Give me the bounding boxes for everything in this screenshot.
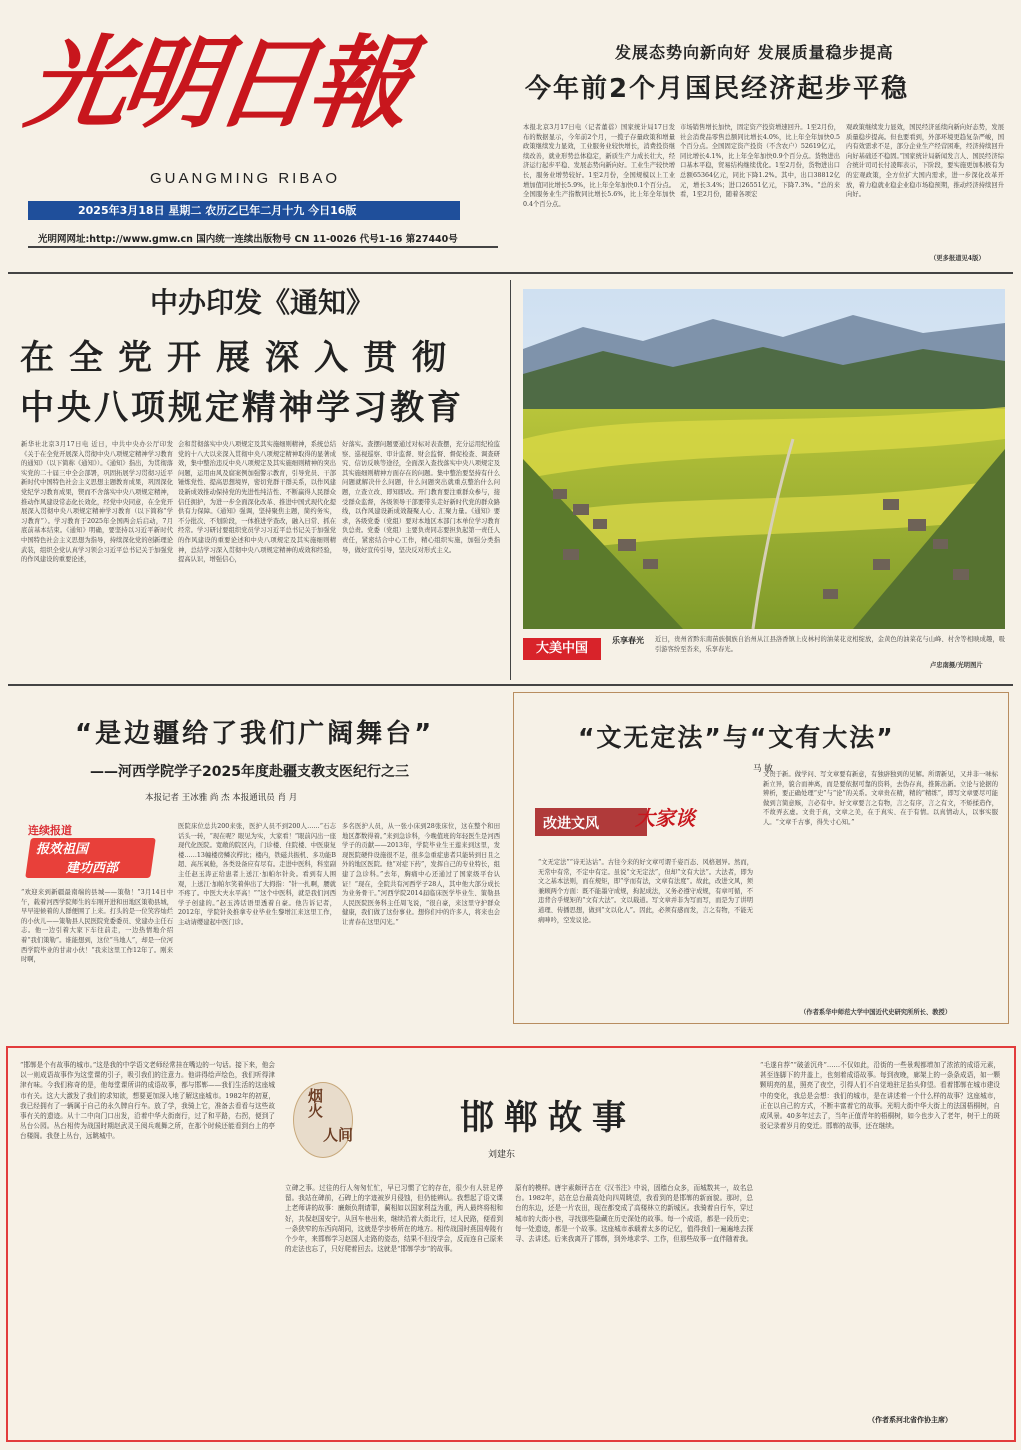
story2-col3: 多名医护人员，从一张小床到28张床位，这在整个和田地区都数得着。”来到急诊科，今晚值班的年轻医生是河西学子的贡献——2013年，学院毕业生王莲来到这里，发现医院硬件设施很不足，很多急重症患者只能转到日且之外的地区医院。他“对症下药”，发挥自己的专业特长，组建了急诊科。”去年，胸痛中心还通过了国家级平台认证！“现在，全院共有河西学子28人，其中他大部分成长为业务骨干。”河西学院2014届临床医学毕业生、策勒县人民医院医务科主任周飞说，“很自豪，来这里守护群众健康，我们做了这份事业。想你们中的许多人，将来也会让青春在这里闪光。” [342, 823, 500, 926]
lead-story-kicker: 中办印发《通知》 [150, 286, 375, 319]
lead-story-title-line1: 在全党开展深入贯彻 [20, 338, 461, 378]
story2-byline: 本报记者 王冰雅 尚 杰 本报通讯员 肖 月 [145, 793, 298, 803]
handan-col1: “邯郸是个有故事的城市。”这是我的中学语文老师经常挂在嘴边的一句话。接下来，他会以一则成语故事作为这堂课的引子，吸引我们的注意力。他讲得绘声绘色，我们听得津津有味。今我们称奇的是，他每堂课所讲的成语故事，都与邯郸——我们生活的这座城市有关。这大大激发了我们的求知欲，想要更加深入地了解这座城市。1982年的初夏，我已经拥有了一辆属于自己的永久牌自行车。放了学，我骑上它，准备去看看与这些故事有关的遗迹。从十二中向门口出发，沿着中华大街南行，过了和平路，右拐，便到了丛台公园。丛台相传为战国时期赵武灵王阅兵观舞之所，在那个时候还能看到台上的亭台楼阁。我登上丛台，远眺城中。 [20, 1061, 275, 1141]
story2-title: “是边疆给了我们广阔舞台” [75, 719, 435, 749]
handan-column-badge [285, 1072, 360, 1164]
essay-author-note: （作者系华中师范大学中国近代史研究所所长、教授） [800, 1009, 952, 1016]
story2-col1: “欢迎来到新疆最南端的县城——策勒！”3月14日中午，载着河西学院师生的车刚开进和田地区策勒县城，早早迎候着的人群便围了上来。打头的是一位笑容灿烂的小伙儿——策勒县人民医院党委委员、党建办主任石志。他一边引着大家下车往前走，一边热情地介绍着“我们策勒”。谁能想到，这位“当地人”，却是一位河西学院毕业的甘肃小伙！“我来这里工作12年了。刚来时啊， [21, 889, 173, 964]
top-story-title: 今年前2个月国民经济起步平稳 [525, 74, 910, 104]
essay-title: “文无定法”与“文有大法” [578, 723, 895, 752]
masthead-divider [28, 246, 498, 248]
lead-story-col3: 好落实。查摆问题要通过对标对表查摆，充分运用纪检监察、巡视巡察、审计监督、财会监督、督促检查、调查研究、信访反映等途径，全面深入查找落实中央八项规定及其实施细则精神方面存在的问题。集中整治要坚持有什么问题就解决什么问题，什么问题突出就重点整治什么问题，立查立改、即知即改。开门教育要注重群众参与，接受群众监督，各级领导干部要带头走好新时代党的群众路线，以作风建设新成效凝聚人心、汇聚力量。《通知》要求，各级党委（党组）要对本地区本部门本单位学习教育负总责。党委（党组）主要负责同志要担负起第一责任人责任，紧密结合中心工作，精心组织实施，加强分类指导，做好宣传引导，坚决反对形式主义。 [342, 441, 500, 554]
essay-column-badge [535, 802, 705, 850]
handan-col3: 原有的模样。唐宇素颇评古在《汉书注》中说，固穑台众多，而城数其一，故名总台。1982年，站在总台最高处向四周眺望，我看到的是邯郸的新面貌。那时，总台的东边，还是一片农田，现在都变成了高楼林立的新城区。我骑着自行车，穿过城市的大街小巷，寻找那些隐藏在历史深处的故事。每一个成语，都是一段历史；每一处遗迹，都是一个故事。这座城市承载着太多的记忆，值得我们一遍遍地去探寻、去讲述。后来我离开了邯郸，到外地求学、工作，但那些故事一直伴随着我。 [515, 1184, 753, 1244]
top-story-col1: 本报北京3月17日电（记者董蓓）国家统计局17日发布的数据显示，今年前2个月，一揽子存量政策和增量政策继续发力显效，工业服务业较快增长，消费投资继续改善，就业形势总体稳定，新质生产力成长壮大，经济运行起步平稳、发展态势向新向好。工业生产较快增长，服务业增势较好。1至2月份，全国规模以上工业增加值同比增长5.9%，比上年全年加快0.1个百分点。全国服务业生产指数同比增长5.6%，比上年全年加快0.4个百分点。 [523, 124, 675, 208]
essay-badge-script: 大家谈 [635, 806, 695, 830]
newspaper-pinyin: GUANGMING RIBAO [150, 170, 341, 187]
handan-col4: “毛遂自荐”“破釜沉舟”……不仅如此，沿街的一些景观都增加了浓浓的成语元素，甚至连脚下的井盖上，也刻着成语故事。每到夜晚，廊架上的一条条成语，如一颗颗明亮的星，照亮了夜空，引得人们不自觉地驻足抬头仰望。看着邯郸在城市建设中的变化，我总是会想：我们的城市，是在讲述着一个什么样的故事？这座城市，正在以自己的方式，不断丰富着它的故事。光明大街中华大街上的法国梧桐树，自成风景。40多年过去了，当年正值青年的梧桐树，如今也步入了老年，树干上的斑驳记录着岁月的变迁。邯郸的故事，还在继续。 [760, 1061, 1000, 1131]
handan-story-author: 刘建东 [488, 1150, 516, 1160]
top-story-col3: 观政策继续发力显效，国民经济延续向新向好态势，发展质量稳步提高。但也要看到，外部环境更趋复杂严峻，国内有效需求不足，部分企业生产经营困难，经济持续回升向好基础还不稳固。”国家统计局新闻发言人、国民经济综合统计司司长付凌晖表示，下阶段，要实施更加积极有为的宏观政策，全方位扩大国内需求，进一步深化改革开放，着力稳就业稳企业稳市场稳预期，推动经济持续回升向好。 [846, 124, 1004, 199]
top-story-more-note: （更多报道见4版） [930, 255, 985, 262]
essay-author: 马 敏 [753, 764, 773, 774]
handan-author-note: （作者系河北省作协主席） [868, 1415, 952, 1424]
series-badge-label: 连续报道 [28, 824, 72, 837]
series-badge-main1: 报效祖国 [36, 842, 89, 857]
top-story-subtitle: 发展态势向新向好 发展质量稳步提高 [615, 43, 894, 62]
photo-caption: 近日，贵州省黔东南苗族侗族自治州从江县洛香镇上皮林村的油菜花竞相绽放，金黄色的油菜花与山峰、村舍等相映成趣，吸引游客纷至沓来，乐享春光。 [655, 636, 1005, 653]
story2-col2: 医院床位总共200来张，医护人员不到200人……“石志话头一转，“现在呢？眼见为实，大家看！”眼前闪出一座现代化医院。宽敞的院区内，门诊楼、住院楼、中医康复楼……13幢楼房鳞次栉比；楼内，铁磁共振机、多功能B超、高压氧舱，各类设备应有尽有。走进中医科，科室副主任赵玉涛正给患者上送江·加帕尔针灸。看到有人围观，上送江·加帕尔笑着伸出了大拇指：“针一扎啊，腰就不疼了。中医大夫水平高！”“这个中医科，就是我们河西学子创建的。”赵玉涛话语里透着自豪。他告诉记者，2012年，学院针灸推拿专业毕业生黎增江来这里工作，主动请缨建起中医门诊。 [178, 823, 336, 926]
landscape-illustration [523, 289, 1005, 629]
story2-subtitle: ——河西学院学子2025年度赴疆支教支医纪行之三 [90, 764, 409, 780]
handan-badge-bottom: 人间 [323, 1126, 354, 1144]
handan-badge-top: 烟火 [306, 1088, 324, 1118]
lead-story-col2: 会和贯彻落实中央八项规定及其实施细则精神，系统总结党的十八大以来深入贯彻中央八项规定精神取得的显著成效，集中整治违反中央八项规定及其实施细则精神的突出问题，运用由风及腐案例加强警示教育，引导党员、干部锤炼党性、提高思想境界，密切党群干群关系，以作风建设新成效推动保持党的先进性纯洁性、不断赢得人民群众信任拥护，为进一步全面深化改革、推进中国式现代化提供有力保障。《通知》强调，坚持聚焦主题，简约务实，不分批次、不划阶段，一体推进学查改，融入日常、抓在经常。学习研讨要组织党员学习习近平总书记关于加强党的作风建设的重要论述和中央八项规定及其实施细则精神，总结学习深入贯彻中央八项规定精神的成效和经验，提高认识，增强信心， [178, 441, 336, 564]
lead-story-title-line2: 中央八项规定精神学习教育 [20, 388, 464, 428]
handan-col2: 立碑之事。过往的行人匆匆忙忙，早已习惯了它的存在，很少有人驻足停留。我站在碑前，石碑上的字迹被岁月侵蚀，但仍能辨认。我想起了语文课上老师讲的故事：廉颇负荆请罪，蔺相如以国家利益为重，两人最终将相和好，共保赵国安宁。从回车巷出来，继续沿着大街北行，过人民路，便看到一条狭窄的东西向胡同，这就是学步桥所在的地方。相传战国时燕国寿陵有个少年，来邯郸学习赵国人走路的姿态，结果不但没学会，反而连自己原来的走法也忘了，只好爬着回去。这就是“邯郸学步”的故事。 [285, 1184, 503, 1254]
photo-column-tag: 大美中国 [523, 638, 601, 660]
essay-col1: “文无定法”“诗无达诂”。古往今来的好文章可谓千姿百态、风格迥异。然而，无常中有常，不定中有定。虽说“文无定法”，但却“文有大法”。大法者，即为文之基本法则，而在规矩，即“学而有法，文章有法度”。故此，改进文风，须兼顾两个方面：既不能墨守成规，拘泥成法，又务必遵守成规，有章可循，不违背合乎规矩的“文有大法”。文以载道。写文章并非为写而写，而是为了讲明道理、传播思想，做到“文以化人”。因此，必须有感而发，言之有物，不能无病呻吟，空发议论。 [538, 859, 753, 924]
section-divider-mid [8, 684, 1013, 686]
essay-col2: 文贵于新。做学问、写文章要有新意，有独辟独到的见解。所谓新见，又并非一味标新立异，貌合而神离，而是要依据可靠的资料，去伪存真，推陈出新。立论与论据的辨析，要正确处理“史”与“论”的关系。文章贵在精，精的“精练”，即写文章要尽可能做到言简意赅，言必有中。好文章要言之有物，言之有序，言之有文，不矫揉造作，不故弄玄虚。文贵于真，文章之美，在于真实、在于有情。以真情动人，以事实服人。“文章千古事，得失寸心知。” [763, 771, 998, 826]
handan-story-title: 邯郸故事 [460, 1098, 636, 1138]
lead-story-col1: 新华社北京3月17日电 近日，中共中央办公厅印发《关于在全党开展深入贯彻中央八项规定精神学习教育的通知》（以下简称《通知》）。《通知》指出，为贯彻落实党的二十届三中全会部署，巩固拓展学习贯彻习近平新时代中国特色社会主义思想主题教育成果，巩固深化党纪学习教育成果，锲而不舍落实中央八项规定精神，推动作风建设常态化长效化，经党中央同意，在全党开展深入贯彻中央八项规定精神学习教育（以下简称“学习教育”）。学习教育于2025年全国两会后启动，7月底前基本结束。《通知》明确，要坚持以习近平新时代中国特色社会主义思想为指导，持续深化党的创新理论武装，组织全党认真学习领会习近平总书记关于加强党的作风建设的重要论述， [21, 441, 173, 564]
top-story-col2: 市场销售增长加快，固定资产投资增速回升。1至2月份，社会消费品零售总额同比增长4.0%，比上年全年加快0.5个百分点。全国固定资产投资（不含农户）52619亿元，同比增长4.1%，比上年全年加快0.9个百分点。货物进出口基本平稳，贸易结构继续优化。1至2月份，货物进出口总额65364亿元，同比下降1.2%。其中，出口38812亿元，增长3.4%；进口26551亿元，下降7.3%。“总的来看，1至2月份，随着各项宏 [680, 124, 840, 199]
photo-credit: 卢忠南摄/光明图片 [930, 662, 983, 669]
column-divider [510, 280, 511, 680]
photo-caption-title: 乐享春光 [612, 635, 644, 645]
landscape-photo [523, 289, 1005, 629]
publication-info: 光明网网址:http://www.gmw.cn 国内统一连续出版物号 CN 11-0026 代号1-16 第27440号 [38, 234, 458, 245]
section-divider-top [8, 272, 1013, 274]
newspaper-logo: 光明日報 [19, 24, 413, 142]
date-bar: 2025年3月18日 星期二 农历乙巳年二月十九 今日16版 [28, 201, 460, 220]
essay-badge-label: 改进文风 [543, 816, 599, 832]
series-badge [28, 822, 158, 880]
series-badge-main2: 建功西部 [66, 861, 119, 876]
